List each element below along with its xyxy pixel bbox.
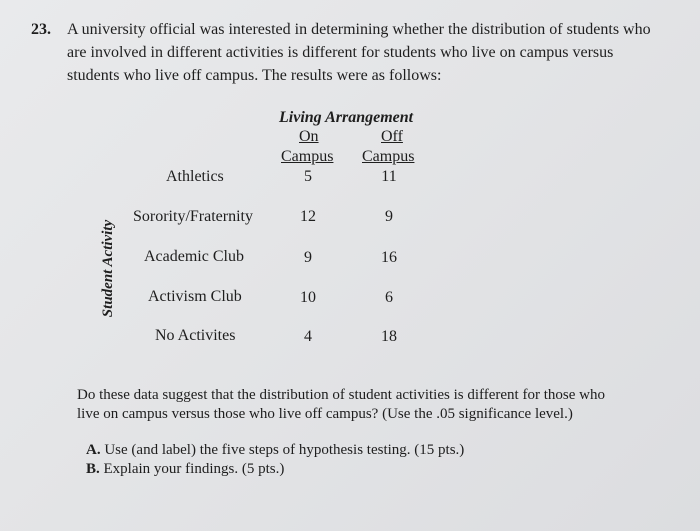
cell-athletics-off: 11 (381, 168, 397, 185)
row-axis-label: Student Activity (100, 219, 117, 318)
cell-academic-on: 9 (304, 249, 312, 266)
cell-no-activities-on: 4 (304, 328, 312, 345)
column-off-bottom: Campus (362, 148, 415, 165)
option-b (86, 461, 284, 478)
question-text-line-1: A university official was interested in determining whether the distribution of students who (67, 21, 651, 38)
question-number: 23. (31, 21, 51, 38)
row-label-no-activities: No Activites (155, 327, 236, 344)
row-label-athletics: Athletics (166, 168, 224, 185)
column-off-top: Off (381, 128, 403, 145)
row-label-academic: Academic Club (144, 248, 244, 265)
option-a (86, 442, 464, 459)
question-text-line-3: students who live off campus. The results were as follows: (67, 67, 442, 84)
question-text-line-2: are involved in different activities is different for students who live on campus versus (67, 44, 614, 61)
table-title: Living Arrangement (279, 109, 414, 126)
column-on-top: On (299, 128, 319, 145)
prompt-line-1: Do these data suggest that the distribution of student activities is different for those who (77, 387, 605, 403)
cell-activism-off: 6 (385, 289, 393, 306)
option-a-text: Use (and label) the five steps of hypothesis testing. (15 pts.) (104, 442, 465, 458)
cell-sorority-on: 12 (300, 208, 316, 225)
row-label-sorority: Sorority/Fraternity (133, 208, 253, 225)
row-label-activism: Activism Club (148, 288, 242, 305)
cell-academic-off: 16 (381, 249, 397, 266)
cell-sorority-off: 9 (385, 208, 393, 225)
prompt-line-2: live on campus versus those who live off campus? (Use the .05 significance level.) (77, 406, 573, 422)
cell-athletics-on: 5 (304, 168, 312, 185)
column-on-bottom: Campus (281, 148, 334, 165)
option-b-letter: B. (86, 461, 100, 477)
option-b-text: Explain your findings. (5 pts.) (103, 461, 285, 477)
cell-no-activities-off: 18 (381, 328, 397, 345)
cell-activism-on: 10 (300, 289, 316, 306)
option-a-letter: A. (86, 442, 101, 458)
